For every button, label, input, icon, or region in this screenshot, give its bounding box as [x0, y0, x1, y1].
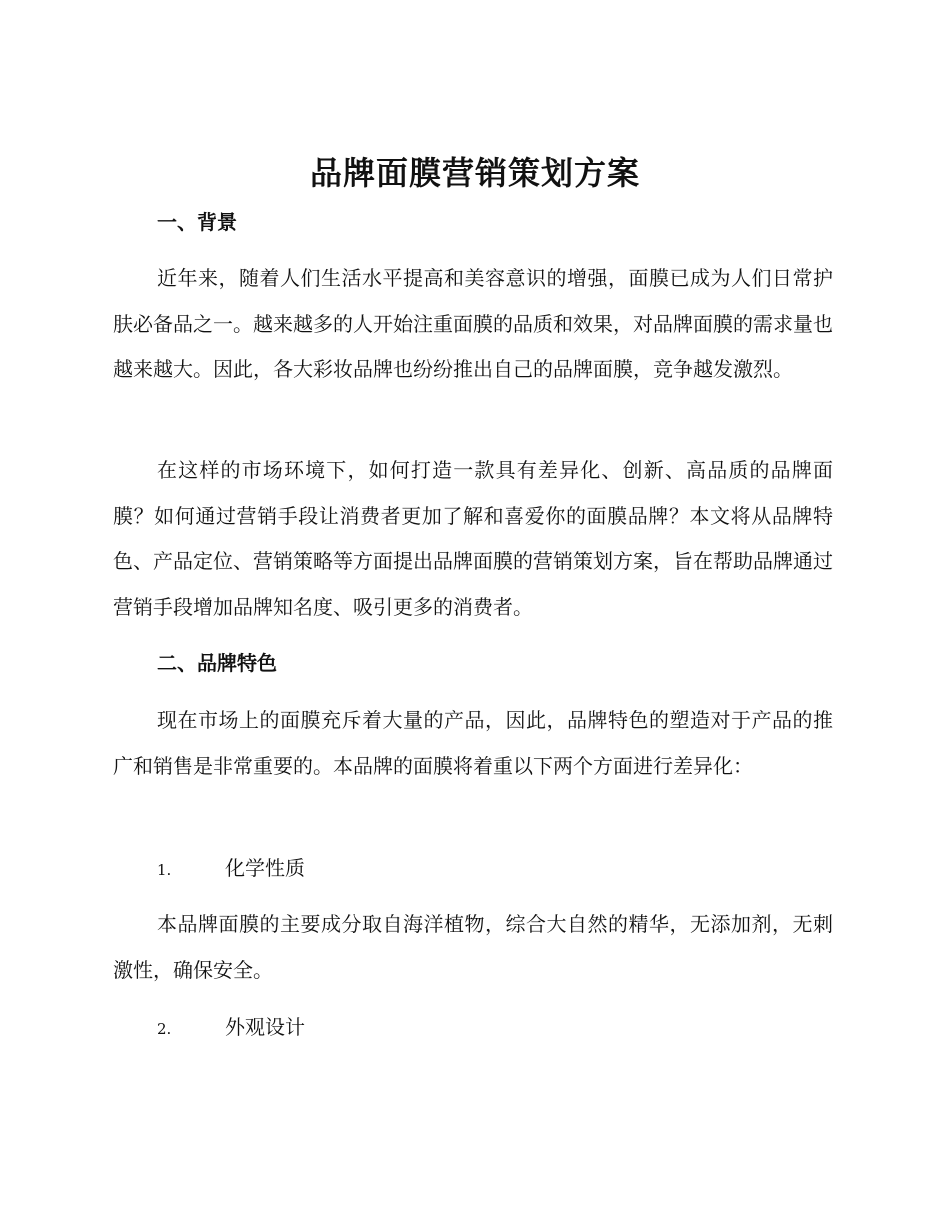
background-paragraph-2: 在这样的市场环境下，如何打造一款具有差异化、创新、高品质的品牌面膜？如何通过营销手段让消费者更加了解和喜爱你的面膜品牌？本文将从品牌特色、产品定位、营销策略等方面提出品牌面膜的营销策划方案，旨在帮助品牌通过营销手段增加品牌知名度、吸引更多的消费者。: [113, 458, 833, 619]
list-item-1: [157, 853, 305, 885]
list-item-number: 1.: [157, 861, 172, 879]
list-item-2: [157, 1012, 305, 1044]
list-item-title: 外观设计: [225, 1015, 305, 1039]
background-paragraph-1: 近年来，随着人们生活水平提高和美容意识的增强，面膜已成为人们日常护肤必备品之一。越来越多的人开始注重面膜的品质和效果，对品牌面膜的需求量也越来越大。因此，各大彩妆品牌也纷纷推出自己的品牌面膜，竞争越发激烈。: [113, 266, 833, 381]
list-item-1-description: 本品牌面膜的主要成分取自海洋植物，综合大自然的精华，无添加剂，无刺激性，确保安全。: [113, 912, 833, 982]
brand-features-paragraph: 现在市场上的面膜充斥着大量的产品，因此，品牌特色的塑造对于产品的推广和销售是非常重要的。本品牌的面膜将着重以下两个方面进行差异化：: [113, 708, 833, 778]
list-item-title: 化学性质: [225, 856, 305, 880]
document-title: 品牌面膜营销策划方案: [309, 154, 640, 192]
section-heading-background: 一、背景: [157, 210, 237, 234]
list-item-number: 2.: [157, 1020, 172, 1038]
section-heading-brand-features: 二、品牌特色: [157, 651, 277, 675]
